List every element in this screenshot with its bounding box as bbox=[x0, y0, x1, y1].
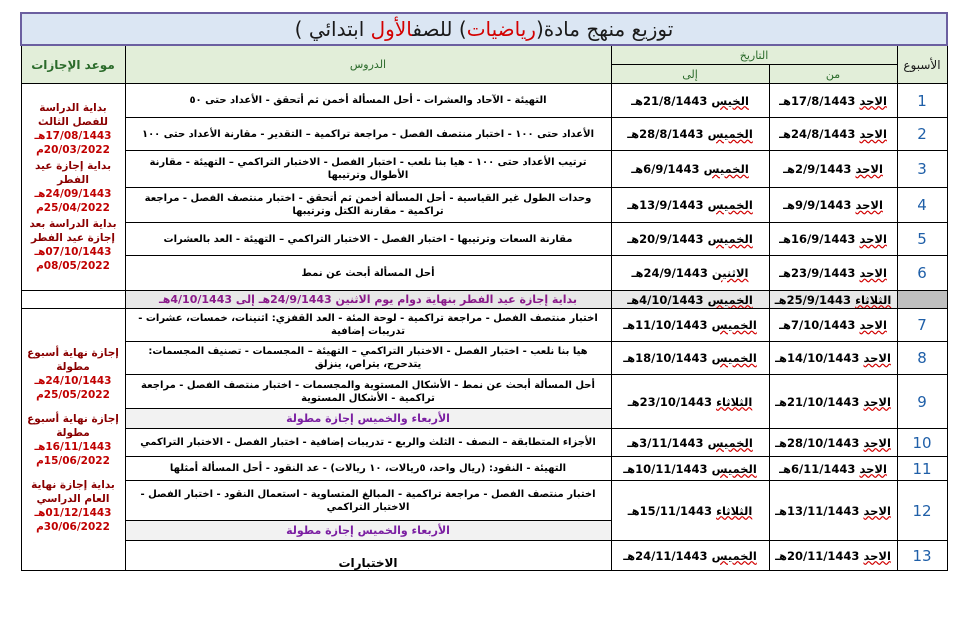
hijri-date: 6/11/1443هـ bbox=[779, 461, 856, 476]
eid-holiday-cell bbox=[21, 291, 125, 309]
holiday-label: بداية الدراسة بعد إجازة عيد الفطر bbox=[29, 218, 117, 244]
holiday-label: بداية إجازة عيد الفطر bbox=[34, 160, 112, 186]
holiday-dates bbox=[21, 309, 125, 571]
lesson-cell: مقارنة السعات وترتيبها - اختبار الفصل - الاختبار التراكمي – التهيئة - العد بالعشرات bbox=[125, 223, 611, 256]
hijri-date: 3/11/1443هـ bbox=[627, 435, 704, 450]
header-week: الأسبوع bbox=[897, 45, 947, 84]
week-number: 13 bbox=[897, 541, 947, 571]
week-number: 3 bbox=[897, 151, 947, 188]
day-name: الاحد bbox=[859, 232, 887, 246]
week-number: 11 bbox=[897, 457, 947, 481]
hijri-date: 6/9/1443هـ bbox=[631, 162, 700, 176]
extended-weekend-note: الأربعاء والخميس إجازة مطولة bbox=[125, 521, 611, 541]
to-date bbox=[611, 309, 769, 342]
header-to: إلى bbox=[611, 65, 769, 84]
holiday-label: إجازة نهاية أسبوع مطولة bbox=[27, 412, 119, 439]
week-number: 7 bbox=[897, 309, 947, 342]
day-name: الاحد bbox=[863, 548, 891, 563]
from-date bbox=[769, 481, 897, 541]
header-holidays: موعد الإجازات bbox=[21, 45, 125, 84]
week-number: 1 bbox=[897, 84, 947, 118]
holiday-entry bbox=[24, 346, 123, 402]
hijri-date: 14/10/1443هـ bbox=[775, 351, 860, 365]
to-date bbox=[611, 84, 769, 118]
extended-weekend-note: الأربعاء والخميس إجازة مطولة bbox=[125, 409, 611, 429]
holiday-entry bbox=[24, 159, 123, 215]
from-date bbox=[769, 84, 897, 118]
header-from: من bbox=[769, 65, 897, 84]
table-row bbox=[21, 342, 947, 375]
lesson-cell: اختبار منتصف الفصل - مراجعة تراكمية - لوحة المئة - العد القفزي: اثنينات، خمسات، عشرات - تدريبات إضافية bbox=[125, 309, 611, 342]
day-name: الاحد bbox=[859, 266, 887, 280]
hijri-date: 28/8/1443هـ bbox=[627, 127, 704, 141]
from-date bbox=[769, 309, 897, 342]
holiday-label: بداية الدراسة للفصل الثالث bbox=[38, 102, 108, 128]
day-name: الاحد bbox=[859, 461, 887, 476]
header-date: التاريخ bbox=[611, 45, 897, 65]
hijri-date: 18/10/1443هـ bbox=[623, 351, 708, 365]
holiday-hijri: 01/12/1443هـ bbox=[34, 506, 112, 519]
day-name: الاحد bbox=[863, 503, 891, 518]
to-date bbox=[611, 291, 769, 309]
to-date bbox=[611, 541, 769, 571]
lesson-cell: الأجزاء المتطابقة – النصف - الثلث والربع - تدريبات إضافية - اختبار الفصل - الاختبار التراكمي bbox=[125, 429, 611, 457]
from-date bbox=[769, 256, 897, 291]
holiday-gregorian: 15/06/2022م bbox=[36, 454, 110, 467]
day-name: الاحد bbox=[859, 93, 887, 108]
day-name: الخميس bbox=[711, 351, 757, 365]
eid-row bbox=[21, 291, 947, 309]
hijri-date: 21/10/1443هـ bbox=[775, 394, 860, 409]
to-date bbox=[611, 256, 769, 291]
to-date bbox=[611, 457, 769, 481]
day-name: الاثنين bbox=[711, 266, 749, 280]
hijri-date: 15/11/1443هـ bbox=[627, 503, 713, 518]
lesson-cell: أحل المسألة أبحث عن نمط - الأشكال المستوية والمجسمات - اختبار منتصف الفصل - مراجعة تراكمية - الأشكال المستوية bbox=[125, 375, 611, 409]
table-row bbox=[21, 256, 947, 291]
from-date bbox=[769, 291, 897, 309]
to-date bbox=[611, 223, 769, 256]
holiday-hijri: 24/09/1443هـ bbox=[34, 188, 112, 200]
hijri-date: 4/10/1443هـ bbox=[627, 292, 704, 307]
to-date bbox=[611, 481, 769, 541]
lesson-cell: هيا بنا نلعب - اختبار الفصل - الاختبار التراكمي – التهيئة – المجسمات - تصنيف المجسمات: يتدحرج، يتراص، ينزلق bbox=[125, 342, 611, 375]
from-date bbox=[769, 223, 897, 256]
from-date bbox=[769, 375, 897, 429]
hijri-date: 23/9/1443هـ bbox=[779, 266, 856, 280]
holiday-gregorian: 20/03/2022م bbox=[36, 144, 110, 156]
holiday-hijri: 17/08/1443هـ bbox=[34, 130, 112, 142]
to-date bbox=[611, 429, 769, 457]
to-date bbox=[611, 188, 769, 223]
holiday-gregorian: 25/05/2022م bbox=[36, 388, 110, 401]
lesson-cell: ترتيب الأعداد حتى ١٠٠ - هيا بنا نلعب - اختبار الفصل - الاختبار التراكمي – التهيئة - مقارنة الأطوال وترتيبها bbox=[125, 151, 611, 188]
hijri-date: 23/10/1443هـ bbox=[627, 394, 713, 409]
day-name: الاحد bbox=[855, 198, 883, 212]
day-name: الثلاثاء bbox=[716, 394, 753, 409]
holiday-label: إجازة نهاية أسبوع مطولة bbox=[27, 346, 119, 373]
to-date bbox=[611, 118, 769, 151]
to-date bbox=[611, 375, 769, 429]
day-name: الخميس bbox=[707, 198, 753, 212]
hijri-date: 24/11/1443هـ bbox=[623, 548, 708, 563]
week-number: 12 bbox=[897, 481, 947, 541]
week-number: 4 bbox=[897, 188, 947, 223]
lesson-cell: التهيئة - النقود: (ريال واحد، ٥ريالات، ١٠ ريالات) - عد النقود - أحل المسألة أمثلها bbox=[125, 457, 611, 481]
table-row bbox=[21, 457, 947, 481]
day-name: الاحد bbox=[863, 351, 891, 365]
hijri-date: 28/10/1443هـ bbox=[775, 435, 860, 450]
table-row bbox=[21, 223, 947, 256]
week-number: 8 bbox=[897, 342, 947, 375]
day-name: الاحد bbox=[863, 435, 891, 450]
table-row bbox=[21, 481, 947, 521]
hijri-date: 16/9/1443هـ bbox=[779, 232, 856, 246]
header-lessons: الدروس bbox=[125, 45, 611, 84]
table-row bbox=[21, 541, 947, 571]
day-name: الاحد bbox=[859, 127, 887, 141]
lesson-cell: التهيئة - الآحاد والعشرات - أحل المسألة أخمن ثم أتحقق - الأعداد حتى ٥٠ bbox=[125, 84, 611, 118]
day-name: الخميس bbox=[707, 232, 753, 246]
day-name: الخميس bbox=[707, 127, 753, 141]
hijri-date: 25/9/1443هـ bbox=[774, 292, 852, 307]
eid-notice: بداية إجازة عيد الفطر بنهاية دوام يوم الاثنين 24/9/1443هـ إلى 4/10/1443هـ bbox=[125, 291, 611, 309]
table-row bbox=[21, 429, 947, 457]
page-title: توزيع منهج مادة(رياضيات) للصفالأول ابتدائي ) bbox=[21, 13, 947, 45]
from-date bbox=[769, 429, 897, 457]
hijri-date: 13/11/1443هـ bbox=[775, 503, 860, 518]
holiday-label: بداية إجازة نهاية العام الدراسي bbox=[31, 478, 115, 505]
holiday-gregorian: 25/04/2022م bbox=[36, 202, 110, 214]
day-name: الخميس bbox=[711, 318, 757, 332]
week-number: 9 bbox=[897, 375, 947, 429]
curriculum-table bbox=[20, 12, 948, 571]
table-row bbox=[21, 151, 947, 188]
table-row bbox=[21, 375, 947, 409]
table-row bbox=[21, 118, 947, 151]
week-number: 2 bbox=[897, 118, 947, 151]
to-date bbox=[611, 342, 769, 375]
lesson-cell: الأعداد حتى ١٠٠ - اختبار منتصف الفصل - مراجعة تراكمية – التقدير - مقارنة الأعداد حتى ١٠٠ bbox=[125, 118, 611, 151]
from-date bbox=[769, 541, 897, 571]
table-row bbox=[21, 188, 947, 223]
hijri-date: 13/9/1443هـ bbox=[627, 198, 704, 212]
hijri-date: 21/8/1443هـ bbox=[631, 93, 708, 108]
table-row bbox=[21, 309, 947, 342]
exams-cell: الاختبارات bbox=[125, 541, 611, 571]
hijri-date: 2/9/1443هـ bbox=[783, 162, 852, 176]
holiday-gregorian: 08/05/2022م bbox=[36, 260, 110, 272]
table-row bbox=[21, 84, 947, 118]
hijri-date: 24/8/1443هـ bbox=[779, 127, 856, 141]
day-name: الخيس bbox=[711, 93, 749, 108]
day-name: الخميس bbox=[711, 461, 757, 476]
week-number: 6 bbox=[897, 256, 947, 291]
day-name: الثلاثاء bbox=[716, 503, 753, 518]
eid-week-cell bbox=[897, 291, 947, 309]
holiday-entry bbox=[24, 478, 123, 534]
holiday-hijri: 07/10/1443هـ bbox=[34, 246, 112, 258]
holiday-hijri: 16/11/1443هـ bbox=[34, 440, 112, 453]
holiday-dates bbox=[21, 84, 125, 291]
day-name: الخميس bbox=[707, 435, 753, 450]
holiday-entry bbox=[24, 101, 123, 157]
to-date bbox=[611, 151, 769, 188]
week-number: 5 bbox=[897, 223, 947, 256]
day-name: الخميس bbox=[711, 548, 757, 563]
hijri-date: 17/8/1443هـ bbox=[779, 93, 856, 108]
day-name: الخميس bbox=[707, 292, 753, 307]
hijri-date: 24/9/1443هـ bbox=[631, 266, 708, 280]
hijri-date: 20/11/1443هـ bbox=[775, 548, 860, 563]
day-name: الاحد bbox=[863, 394, 891, 409]
day-name: الثلاثاء bbox=[855, 292, 892, 307]
from-date bbox=[769, 342, 897, 375]
holiday-hijri: 24/10/1443هـ bbox=[34, 374, 112, 387]
day-name: الاحد bbox=[855, 162, 883, 176]
hijri-date: 7/10/1443هـ bbox=[779, 318, 856, 332]
lesson-cell: وحدات الطول غير القياسية - أحل المسألة أخمن ثم أتحقق - اختبار منتصف الفصل - مراجعة تراكمية - مقارنة الكتل وترتيبها bbox=[125, 188, 611, 223]
holiday-gregorian: 30/06/2022م bbox=[36, 520, 110, 533]
hijri-date: 10/11/1443هـ bbox=[623, 461, 708, 476]
hijri-date: 11/10/1443هـ bbox=[623, 318, 708, 332]
day-name: الخميس bbox=[703, 162, 749, 176]
from-date bbox=[769, 151, 897, 188]
hijri-date: 9/9/1443هـ bbox=[783, 198, 852, 212]
holiday-entry bbox=[24, 412, 123, 468]
from-date bbox=[769, 188, 897, 223]
from-date bbox=[769, 118, 897, 151]
from-date bbox=[769, 457, 897, 481]
hijri-date: 20/9/1443هـ bbox=[627, 232, 704, 246]
day-name: الاحد bbox=[859, 318, 887, 332]
lesson-cell: اختبار منتصف الفصل - مراجعة تراكمية - المبالغ المتساوية - استعمال النقود - اختبار الفصل - الاختبار التراكمي bbox=[125, 481, 611, 521]
week-number: 10 bbox=[897, 429, 947, 457]
lesson-cell: أحل المسألة أبحث عن نمط bbox=[125, 256, 611, 291]
holiday-entry bbox=[24, 217, 123, 273]
